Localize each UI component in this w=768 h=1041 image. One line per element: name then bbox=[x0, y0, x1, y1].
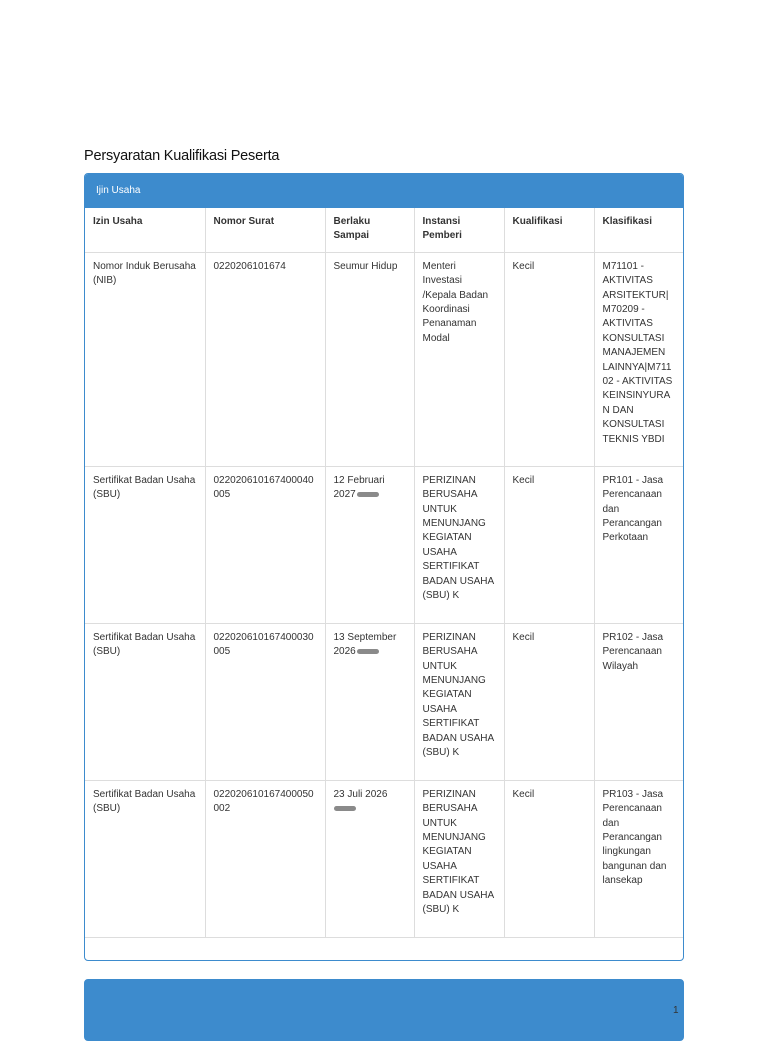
cell-klasifikasi: PR101 - Jasa Perencanaan dan Perancangan Perkotaan bbox=[594, 466, 683, 623]
column-header-instansi-pemberi: Instansi Pemberi bbox=[414, 208, 504, 252]
cell-instansi-pemberi: PERIZINAN BERUSAHA UNTUK MENUNJANG KEGIATAN USAHA SERTIFIKAT BADAN USAHA (SBU) K bbox=[414, 623, 504, 780]
cell-izin-usaha: Sertifikat Badan Usaha (SBU) bbox=[85, 623, 205, 780]
page-number: 1 bbox=[673, 1005, 679, 1016]
cell-berlaku-sampai bbox=[325, 466, 414, 623]
cell-nomor-surat: 022020610167400030005 bbox=[205, 623, 325, 780]
cell-klasifikasi: M71101 - AKTIVITAS ARSITEKTUR| M70209 - AKTIVITAS KONSULTASI MANAJEMEN LAINNYA|M71102 - AKTIVITAS KEINSINYURAN DAN KONSULTASI TEKNIS YBDI bbox=[594, 252, 683, 466]
table-row bbox=[85, 466, 683, 623]
cell-berlaku-sampai bbox=[325, 623, 414, 780]
next-panel-heading bbox=[84, 979, 684, 1041]
panel-heading: Ijin Usaha bbox=[85, 174, 683, 208]
cell-instansi-pemberi: PERIZINAN BERUSAHA UNTUK MENUNJANG KEGIATAN USAHA SERTIFIKAT BADAN USAHA (SBU) K bbox=[414, 466, 504, 623]
cell-nomor-surat: 022020610167400040005 bbox=[205, 466, 325, 623]
section-title: Persyaratan Kualifikasi Peserta bbox=[84, 148, 280, 164]
column-header-berlaku-sampai: Berlaku Sampai bbox=[325, 208, 414, 252]
cell-berlaku-sampai: Seumur Hidup bbox=[325, 252, 414, 466]
cell-izin-usaha: Sertifikat Badan Usaha (SBU) bbox=[85, 466, 205, 623]
cell-kualifikasi: Kecil bbox=[504, 466, 594, 623]
berlaku-date: 12 Februari 2027 bbox=[333, 474, 385, 501]
berlaku-date: 13 September 2026 bbox=[333, 631, 397, 658]
table-row bbox=[85, 780, 683, 937]
redaction-mark bbox=[357, 492, 379, 497]
redaction-mark bbox=[357, 649, 379, 654]
cell-klasifikasi: PR103 - Jasa Perencanaan dan Perancangan lingkungan bangunan dan lansekap bbox=[594, 780, 683, 937]
redaction-mark bbox=[334, 806, 356, 811]
cell-kualifikasi: Kecil bbox=[504, 252, 594, 466]
cell-nomor-surat: 0220206101674 bbox=[205, 252, 325, 466]
panel-footer bbox=[85, 938, 683, 952]
cell-kualifikasi: Kecil bbox=[504, 623, 594, 780]
cell-klasifikasi: PR102 - Jasa Perencanaan Wilayah bbox=[594, 623, 683, 780]
column-header-nomor-surat: Nomor Surat bbox=[205, 208, 325, 252]
cell-instansi-pemberi: PERIZINAN BERUSAHA UNTUK MENUNJANG KEGIATAN USAHA SERTIFIKAT BADAN USAHA (SBU) K bbox=[414, 780, 504, 937]
cell-izin-usaha: Nomor Induk Berusaha (NIB) bbox=[85, 252, 205, 466]
table-row bbox=[85, 623, 683, 780]
cell-kualifikasi: Kecil bbox=[504, 780, 594, 937]
cell-berlaku-sampai bbox=[325, 780, 414, 937]
table-header-row bbox=[85, 208, 683, 252]
cell-nomor-surat: 022020610167400050002 bbox=[205, 780, 325, 937]
berlaku-date: 23 Juli 2026 bbox=[333, 788, 388, 800]
column-header-izin-usaha: Izin Usaha bbox=[85, 208, 205, 252]
column-header-klasifikasi: Klasifikasi bbox=[594, 208, 683, 252]
ijin-usaha-panel bbox=[84, 173, 684, 961]
column-header-kualifikasi: Kualifikasi bbox=[504, 208, 594, 252]
ijin-usaha-table bbox=[85, 208, 683, 938]
cell-izin-usaha: Sertifikat Badan Usaha (SBU) bbox=[85, 780, 205, 937]
table-row bbox=[85, 252, 683, 466]
cell-instansi-pemberi: Menteri Investasi /Kepala Badan Koordinasi Penanaman Modal bbox=[414, 252, 504, 466]
